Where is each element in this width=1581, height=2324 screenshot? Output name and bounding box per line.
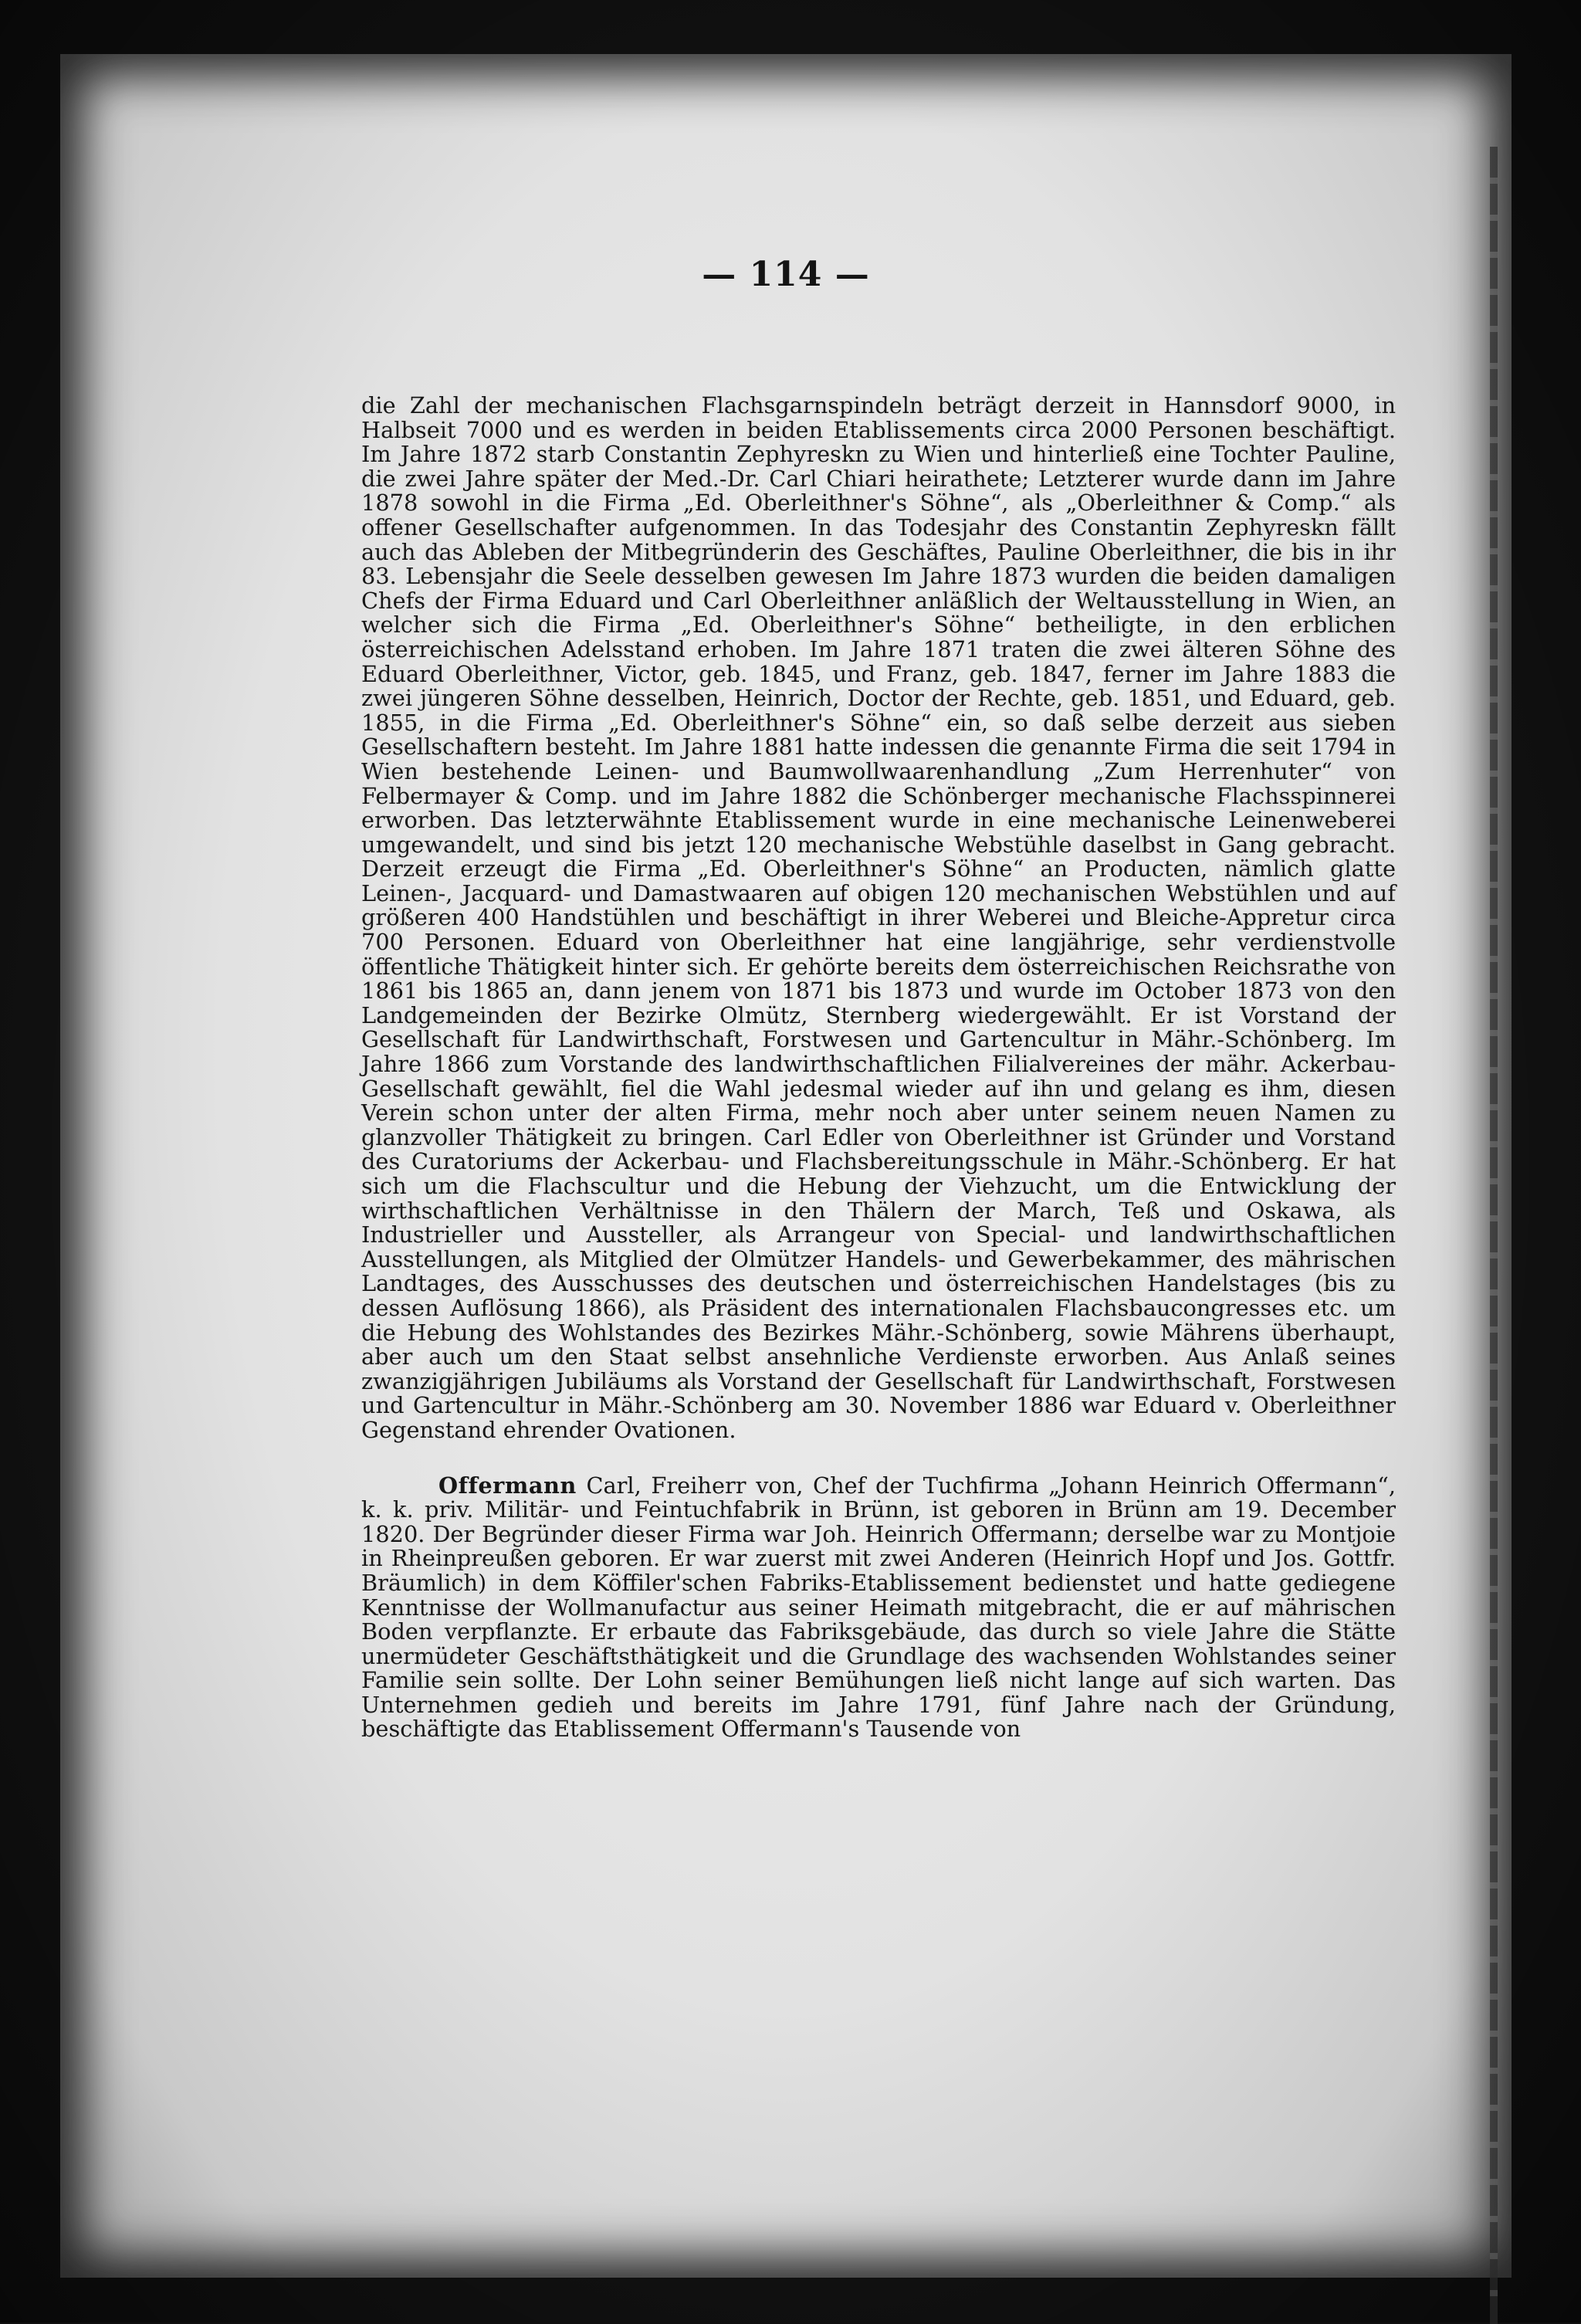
page-number: — 114 —: [702, 255, 870, 294]
body-text: [361, 394, 1396, 1742]
page-edge-shadow: [1490, 147, 1498, 2324]
entry-headword: Offermann: [438, 1472, 577, 1499]
book-page: [60, 54, 1512, 2278]
entry-body: Carl, Freiherr von, Chef der Tuchfirma „Johann Heinrich Offermann“, k. k. priv. Militär- und Feintuchfabrik in Brünn, ist geboren in Brünn am 19. December 1820. Der Begründer dieser Firma war Joh. Heinrich Offermann; derselbe war zu Montjoie in Rheinpreußen geboren. Er war zuerst mit zwei Anderen (Heinrich Hopf und Jos. Gottfr. Bräumlich) in dem Köffiler'schen Fabriks-Etablissement bedienstet und hatte gediegene Kenntnisse der Wollmanufactur aus seiner Heimath mitgebracht, die er auf mährischen Boden verpflanzte. Er erbaute das Fabriksgebäude, das durch so viele Jahre die Stätte unermüdeter Geschäftsthätigkeit und die Grundlage des wachsenden Wohlstandes seiner Familie sein sollte. Der Lohn seiner Bemühungen ließ nicht lange auf sich warten. Das Unternehmen gedieh und bereits im Jahre 1791, fünf Jahre nach der Gründung, beschäftigte das Etablissement Offermann's Tausende von: [361, 1472, 1396, 1743]
paragraph-oberleithner-continuation: die Zahl der mechanischen Flachsgarnspindeln beträgt derzeit in Hannsdorf 9000, in Halbseit 7000 und es werden in beiden Etablissements circa 2000 Personen beschäftigt. Im Jahre 1872 starb Constantin Zephyreskn zu Wien und hinterließ eine Tochter Pauline, die zwei Jahre später der Med.-Dr. Carl Chiari heirathete; Letzterer wurde dann im Jahre 1878 sowohl in die Firma „Ed. Oberleithner's Söhne“, als „Oberleithner & Comp.“ als offener Gesellschafter aufgenommen. In das Todesjahr des Constantin Zephyreskn fällt auch das Ableben der Mitbegründerin des Geschäftes, Pauline Oberleithner, die bis in ihr 83. Lebensjahr die Seele desselben gewesen Im Jahre 1873 wurden die beiden damaligen Chefs der Firma Eduard und Carl Oberleithner anläßlich der Weltausstellung in Wien, an welcher sich die Firma „Ed. Oberleithner's Söhne“ betheiligte, in den erblichen österreichischen Adelsstand erhoben. Im Jahre 1871 traten die zwei älteren Söhne des Eduard Oberleithner, Victor, geb. 1845, und Franz, geb. 1847, ferner im Jahre 1883 die zwei jüngeren Söhne desselben, Heinrich, Doctor der Rechte, geb. 1851, und Eduard, geb. 1855, in die Firma „Ed. Oberleithner's Söhne“ ein, so daß selbe derzeit aus sieben Gesellschaftern besteht. Im Jahre 1881 hatte indessen die genannte Firma die seit 1794 in Wien bestehende Leinen- und Baumwollwaarenhandlung „Zum Herrenhuter“ von Felbermayer & Comp. und im Jahre 1882 die Schönberger mechanische Flachsspinnerei erworben. Das letzterwähnte Etablissement wurde in eine mechanische Leinenweberei umgewandelt, und sind bis jetzt 120 mechanische Webstühle daselbst in Gang gebracht. Derzeit erzeugt die Firma „Ed. Oberleithner's Söhne“ an Producten, nämlich glatte Leinen-, Jacquard- und Damastwaaren auf obigen 120 mechanischen Webstühlen und auf größeren 400 Handstühlen und beschäftigt in ihrer Weberei und Bleiche-Appretur circa 700 Personen. Eduard von Oberleithner hat eine langjährige, sehr verdienstvolle öffentliche Thätigkeit hinter sich. Er gehörte bereits dem österreichischen Reichsrathe von 1861 bis 1865 an, dann jenem von 1871 bis 1873 und wurde im October 1873 von den Landgemeinden der Bezirke Olmütz, Sternberg wiedergewählt. Er ist Vorstand der Gesellschaft für Landwirthschaft, Forstwesen und Gartencultur in Mähr.-Schönberg. Im Jahre 1866 zum Vorstande des landwirthschaftlichen Filialvereines der mähr. Ackerbau-Gesellschaft gewählt, fiel die Wahl jedesmal wieder auf ihn und gelang es ihm, diesen Verein schon unter der alten Firma, mehr noch aber unter seinem neuen Namen zu glanzvoller Thätigkeit zu bringen. Carl Edler von Oberleithner ist Gründer und Vorstand des Curatoriums der Ackerbau- und Flachsbereitungsschule in Mähr.-Schönberg. Er hat sich um die Flachscultur und die Hebung der Viehzucht, um die Entwicklung der wirthschaftlichen Verhältnisse in den Thälern der March, Teß und Oskawa, als Industrieller und Aussteller, als Arrangeur von Special- und landwirthschaftlichen Ausstellungen, als Mitglied der Olmützer Handels- und Gewerbekammer, des mährischen Landtages, des Ausschusses des deutschen und österreichischen Handelstages (bis zu dessen Auflösung 1866), als Präsident des internationalen Flachsbaucongresses etc. um die Hebung des Wohlstandes des Bezirkes Mähr.-Schönberg, sowie Mährens überhaupt, aber auch um den Staat selbst ansehnliche Verdienste erworben. Aus Anlaß seines zwanzigjährigen Jubiläums als Vorstand der Gesellschaft für Landwirthschaft, Forstwesen und Gartencultur in Mähr.-Schönberg am 30. November 1886 war Eduard v. Oberleithner Gegenstand ehrender Ovationen.: [361, 392, 1396, 1443]
paragraph-offermann-entry: [361, 1474, 1396, 1743]
